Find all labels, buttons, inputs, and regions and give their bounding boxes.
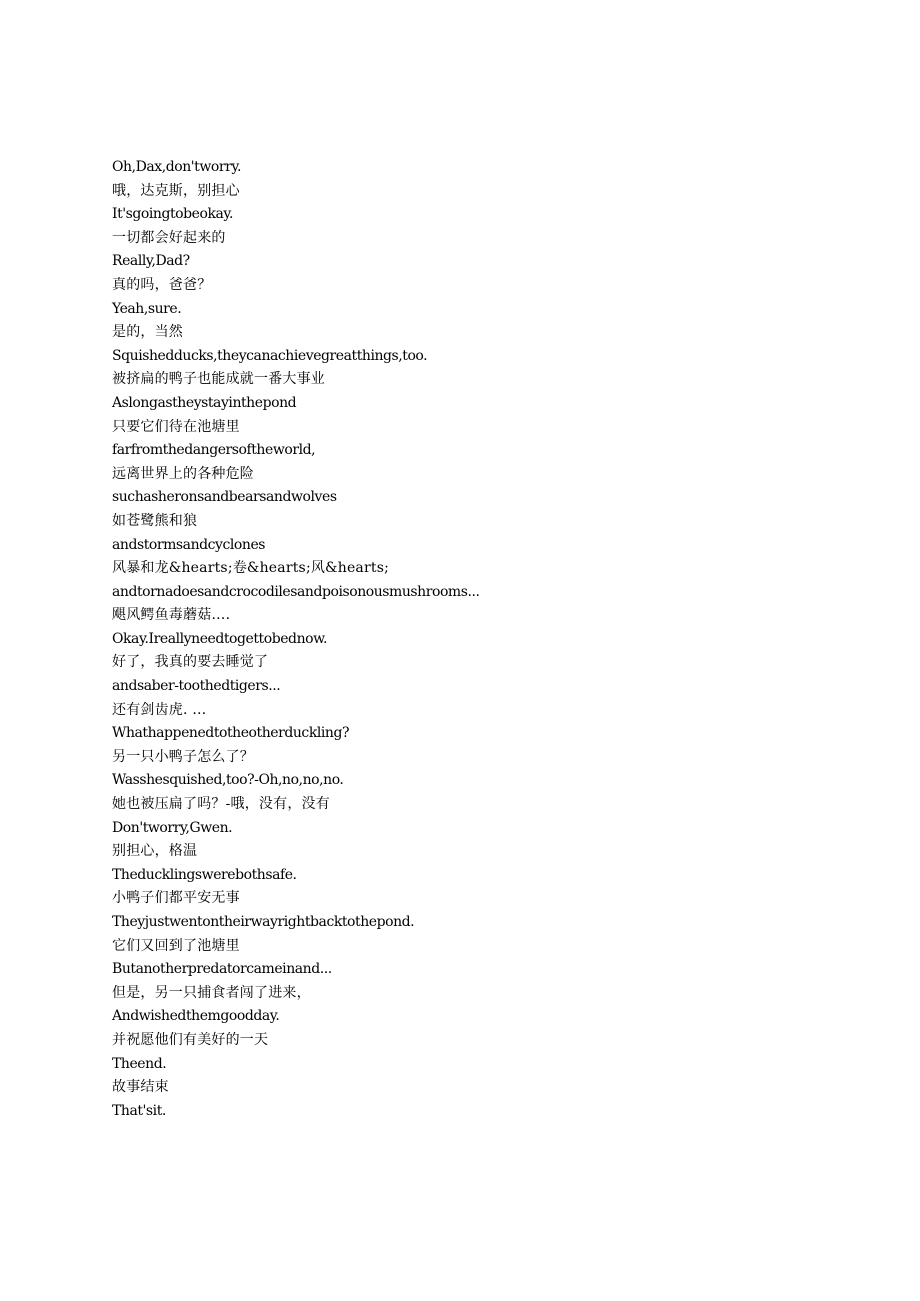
english-subtitle-line: Squishedducks,theycanachievegreatthings,too.	[112, 347, 428, 364]
chinese-subtitle-line: 一切都会好起来的	[112, 229, 226, 246]
chinese-subtitle-line: 远离世界上的各种危险	[112, 465, 254, 482]
chinese-subtitle-line: 哦，达克斯，别担心	[112, 182, 240, 199]
english-subtitle-line: andsaber-toothedtigers...	[112, 678, 281, 695]
english-subtitle-line: It'sgoingtobeokay.	[112, 206, 233, 223]
english-subtitle-line: andtornadoesandcrocodilesandpoisonousmushrooms...	[112, 583, 480, 600]
chinese-subtitle-line: 飓风鳄鱼毒蘑菇….	[112, 607, 231, 624]
chinese-subtitle-line: 故事结束	[112, 1079, 169, 1096]
chinese-subtitle-line: 风暴和龙&hearts;卷&hearts;风&hearts;	[112, 560, 389, 577]
english-subtitle-line: Don'tworry,Gwen.	[112, 819, 233, 836]
english-subtitle-line: Theyjustwentontheirwayrightbacktothepond.	[112, 914, 415, 930]
chinese-subtitle-line: 真的吗，爸爸？	[112, 276, 212, 293]
english-subtitle-line: Andwishedthemgoodday.	[112, 1008, 280, 1025]
english-subtitle-line: Wasshesquished,too?-Oh,no,no,no.	[112, 772, 344, 789]
chinese-subtitle-line: 另一只小鸭子怎么了？	[112, 748, 254, 765]
transcript-lines	[112, 156, 872, 1123]
english-subtitle-line: Okay.Ireallyneedtogettobednow.	[112, 630, 327, 647]
english-subtitle-line: Oh,Dax,don'tworry.	[112, 159, 241, 175]
chinese-subtitle-line: 好了，我真的要去睡觉了	[112, 654, 269, 671]
chinese-subtitle-line: 小鸭子们都平安无事	[112, 890, 240, 907]
chinese-subtitle-line: 她也被压扁了吗？-哦，没有，没有	[112, 796, 330, 813]
english-subtitle-line: That'sit.	[112, 1102, 166, 1119]
chinese-subtitle-line: 但是，另一只捕食者闯了进来，	[112, 984, 311, 1001]
english-subtitle-line: Whathappenedtotheotherduckling?	[112, 725, 350, 742]
chinese-subtitle-line: 并祝愿他们有美好的一天	[112, 1031, 269, 1048]
english-subtitle-line: Butanotherpredatorcameinand...	[112, 961, 332, 978]
english-subtitle-line: Yeah,sure.	[112, 300, 182, 317]
english-subtitle-line: farfromthedangersoftheworld,	[112, 442, 316, 459]
english-subtitle-line: suchasheronsandbearsandwolves	[112, 489, 337, 506]
chinese-subtitle-line: 别担心，格温	[112, 843, 198, 860]
english-subtitle-line: andstormsandcyclones	[112, 536, 266, 553]
english-subtitle-line: Theducklingswerebothsafe.	[112, 866, 297, 883]
chinese-subtitle-line: 还有剑齿虎. …	[112, 701, 207, 718]
english-subtitle-line: Aslongastheystayinthepond	[112, 394, 297, 411]
chinese-subtitle-line: 是的，当然	[112, 324, 183, 341]
chinese-subtitle-line: 如苍鹭熊和狼	[112, 512, 198, 529]
chinese-subtitle-line: 只要它们待在池塘里	[112, 418, 240, 435]
chinese-subtitle-line: 它们又回到了池塘里	[112, 937, 240, 954]
english-subtitle-line: Theend.	[112, 1055, 167, 1072]
chinese-subtitle-line: 被挤扁的鸭子也能成就一番大事业	[112, 371, 325, 388]
english-subtitle-line: Really,Dad?	[112, 253, 190, 270]
